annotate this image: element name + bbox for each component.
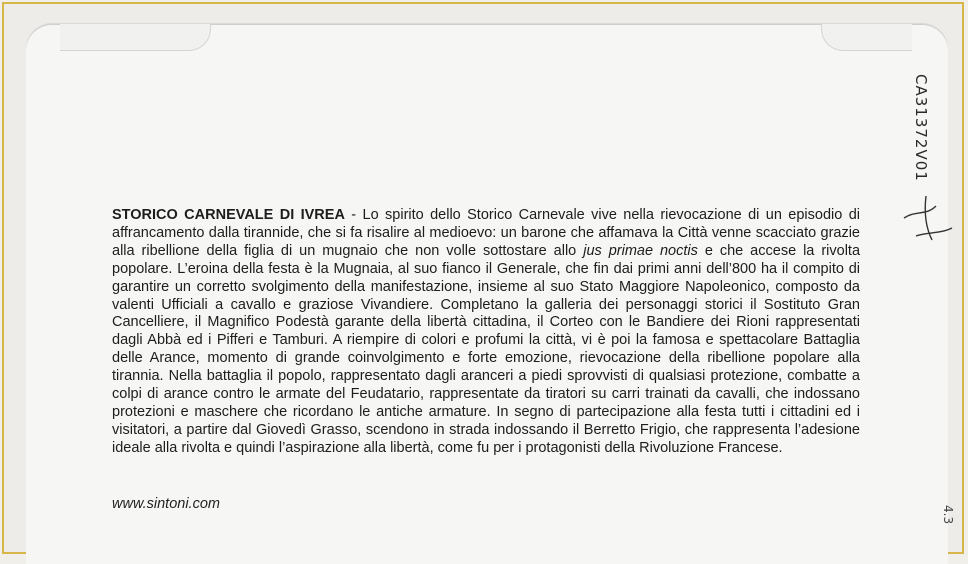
envelope-flap-right — [821, 24, 912, 51]
paragraph-part-1: Lo spirito dello Storico Carnevale vive nella rievocazione di un episodio di affrancamento dalla tirannide, che si fa risalire al medioevo: un barone che affamava la Città venne scacciato grazie alla ribellione della figlia di un mugnaio che non volle sottostare allo — [112, 207, 860, 259]
signature-mark — [896, 188, 956, 248]
envelope-flap-left — [60, 24, 211, 51]
paragraph-latin-phrase: jus primae noctis — [583, 242, 698, 259]
document-title: STORICO CARNEVALE DI IVREA — [112, 207, 345, 223]
corner-mark: 4.3 — [941, 505, 955, 525]
paragraph-part-2: e che accese la rivolta popolare. L’eroina della festa è la Mugnaia, al suo fianco il Generale, che fin dai primi anni dell’800 ha il compito di garantire un corretto svolgimento della manifestazione, insieme al suo Stato Maggiore Napoleonico, composto da valenti Ufficiali a cavallo e graziose Vivandiere. Completano la galleria dei personaggi storici il Sostituto Gran Cancelliere, il Magnifico Podestà garante della libertà cittadina, il Corteo con le Bandiere dei Rioni rappresentati dagli Abbà ed i Pifferi e Tamburi. A riempire di colori e profumi la città, vi è poi la famosa e spettacolare Battaglia delle Arance, momento di grande coinvolgimento e forte emozione, rievocazione della ribellione popolare alla tirannia. Nella battaglia il popolo, rappresentato dagli aranceri a piedi sprovvisti di qualsiasi protezione, combatte a colpi di arance contro le armate del Feudatario, rappresentate da tiratori su carri trainati da cavalli, che indossano protezioni e maschere che ricordano le antiche armature. In segno di partecipazione alla festa tutti i cittadini ed i visitatori, a partire dal Giovedì Grasso, scendono in strada indossando il Berretto Frigio, che rappresenta l’adesione ideale alla rivolta e quindi l’aspirazione alla libertà, come fu per i protagonisti della Rivoluzione Francese. — [112, 242, 861, 456]
website-link[interactable]: www.sintoni.com — [112, 496, 220, 512]
title-separator: - — [344, 207, 363, 223]
handwritten-code: CA31372V01 — [912, 74, 930, 182]
description-paragraph — [112, 207, 860, 458]
